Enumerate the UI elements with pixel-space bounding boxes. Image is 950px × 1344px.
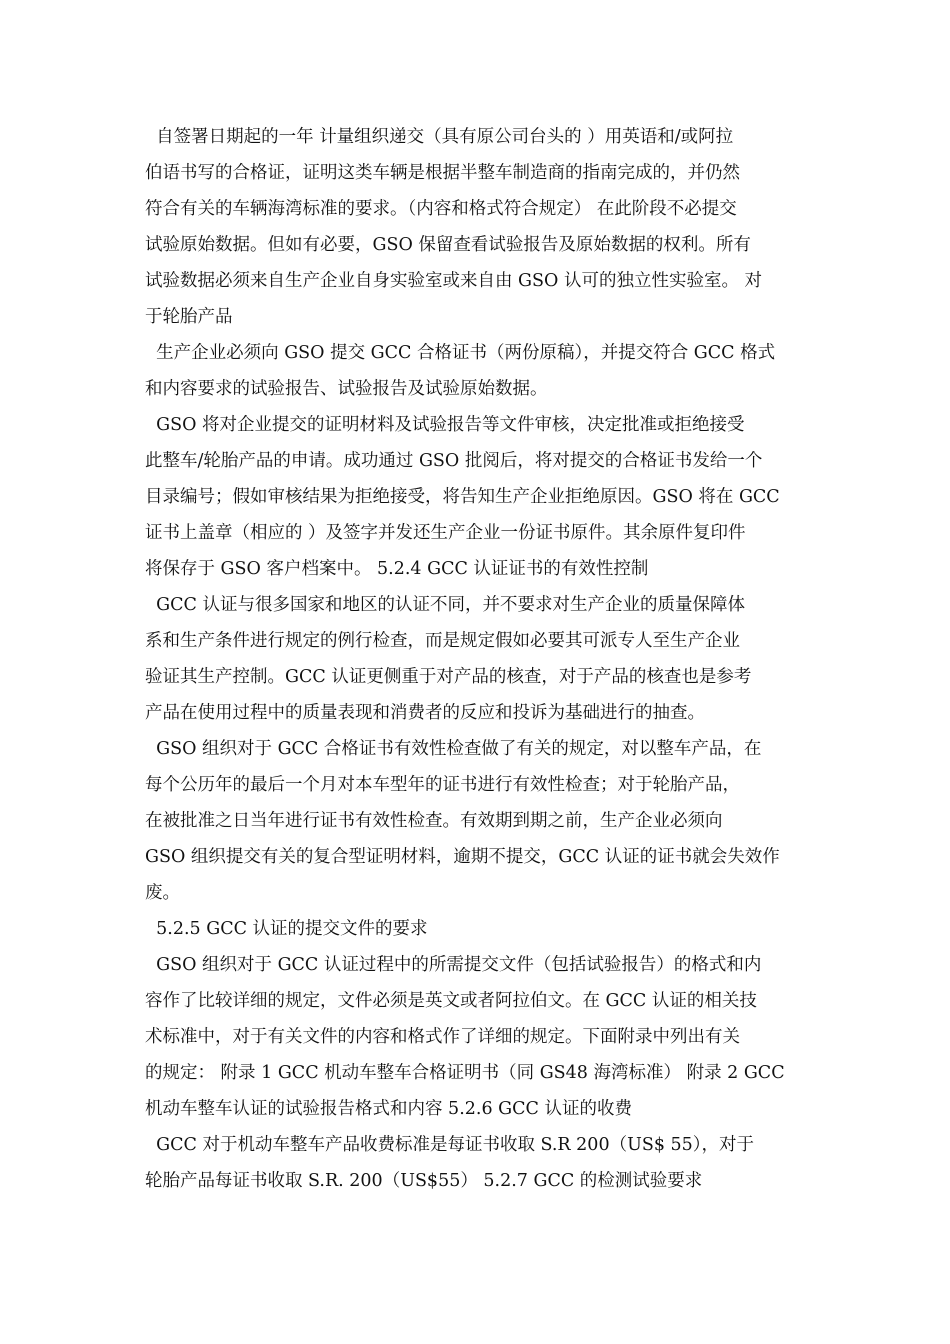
- text-line: 此整车/轮胎产品的申请。成功通过 GSO 批阅后，将对提交的合格证书发给一个: [145, 451, 763, 471]
- text-line: GSO 将对企业提交的证明材料及试验报告等文件审核，决定批准或拒绝接受: [145, 415, 745, 435]
- text-line: 验证其生产控制。GCC 认证更侧重于对产品的核查，对于产品的核查也是参考: [145, 667, 752, 687]
- text-line: 产品在使用过程中的质量表现和消费者的反应和投诉为基础进行的抽查。: [145, 703, 705, 723]
- text-line: 废。: [145, 883, 180, 903]
- text-line: 伯语书写的合格证，证明这类车辆是根据半整车制造商的指南完成的，并仍然: [145, 163, 740, 183]
- text-line: 目录编号；假如审核结果为拒绝接受，将告知生产企业拒绝原因。GSO 将在 GCC: [145, 487, 780, 507]
- text-line: 容作了比较详细的规定，文件必须是英文或者阿拉伯文。在 GCC 认证的相关技: [145, 991, 757, 1011]
- text-line: GSO 组织对于 GCC 认证过程中的所需提交文件（包括试验报告）的格式和内: [145, 955, 762, 975]
- text-line: GSO 组织提交有关的复合型证明材料，逾期不提交，GCC 认证的证书就会失效作: [145, 847, 780, 867]
- text-line: 自签署日期起的一年 计量组织递交（具有原公司台头的 ）用英语和/或阿拉: [145, 127, 734, 147]
- text-line: 符合有关的车辆海湾标准的要求。（内容和格式符合规定） 在此阶段不必提交: [145, 199, 737, 219]
- text-line: 在被批准之日当年进行证书有效性检查。有效期到期之前，生产企业必须向: [145, 811, 723, 831]
- text-line: 机动车整车认证的试验报告格式和内容 5.2.6 GCC 认证的收费: [145, 1099, 632, 1119]
- text-line: 系和生产条件进行规定的例行检查，而是规定假如必要其可派专人至生产企业: [145, 631, 740, 651]
- text-line: GSO 组织对于 GCC 合格证书有效性检查做了有关的规定，对以整车产品，在: [145, 739, 762, 759]
- text-line: 术标准中，对于有关文件的内容和格式作了详细的规定。下面附录中列出有关: [145, 1027, 740, 1047]
- text-line: 证书上盖章（相应的 ）及签字并发还生产企业一份证书原件。其余原件复印件: [145, 523, 746, 543]
- text-line: GCC 认证与很多国家和地区的认证不同，并不要求对生产企业的质量保障体: [145, 595, 745, 615]
- text-line: 于轮胎产品: [145, 307, 233, 327]
- text-line: 试验原始数据。但如有必要，GSO 保留查看试验报告及原始数据的权利。所有: [145, 235, 751, 255]
- text-line: 轮胎产品每证书收取 S.R. 200（US$55） 5.2.7 GCC 的检测试验要求: [145, 1171, 703, 1191]
- text-line: 的规定： 附录 1 GCC 机动车整车合格证明书（同 GS48 海湾标准） 附录 2 GCC: [145, 1063, 785, 1083]
- text-line: GCC 对于机动车整车产品收费标准是每证书收取 S.R 200（US$ 55），对于: [145, 1135, 755, 1155]
- text-line: 试验数据必须来自生产企业自身实验室或来自由 GSO 认可的独立性实验室。 对: [145, 271, 763, 291]
- text-line: 5.2.5 GCC 认证的提交文件的要求: [145, 919, 428, 939]
- text-line: 将保存于 GSO 客户档案中。 5.2.4 GCC 认证证书的有效性控制: [145, 559, 649, 579]
- text-line: 和内容要求的试验报告、试验报告及试验原始数据。: [145, 379, 548, 399]
- text-line: 每个公历年的最后一个月对本车型年的证书进行有效性检查；对于轮胎产品，: [145, 775, 740, 795]
- text-line: 生产企业必须向 GSO 提交 GCC 合格证书（两份原稿），并提交符合 GCC 格式: [145, 343, 776, 363]
